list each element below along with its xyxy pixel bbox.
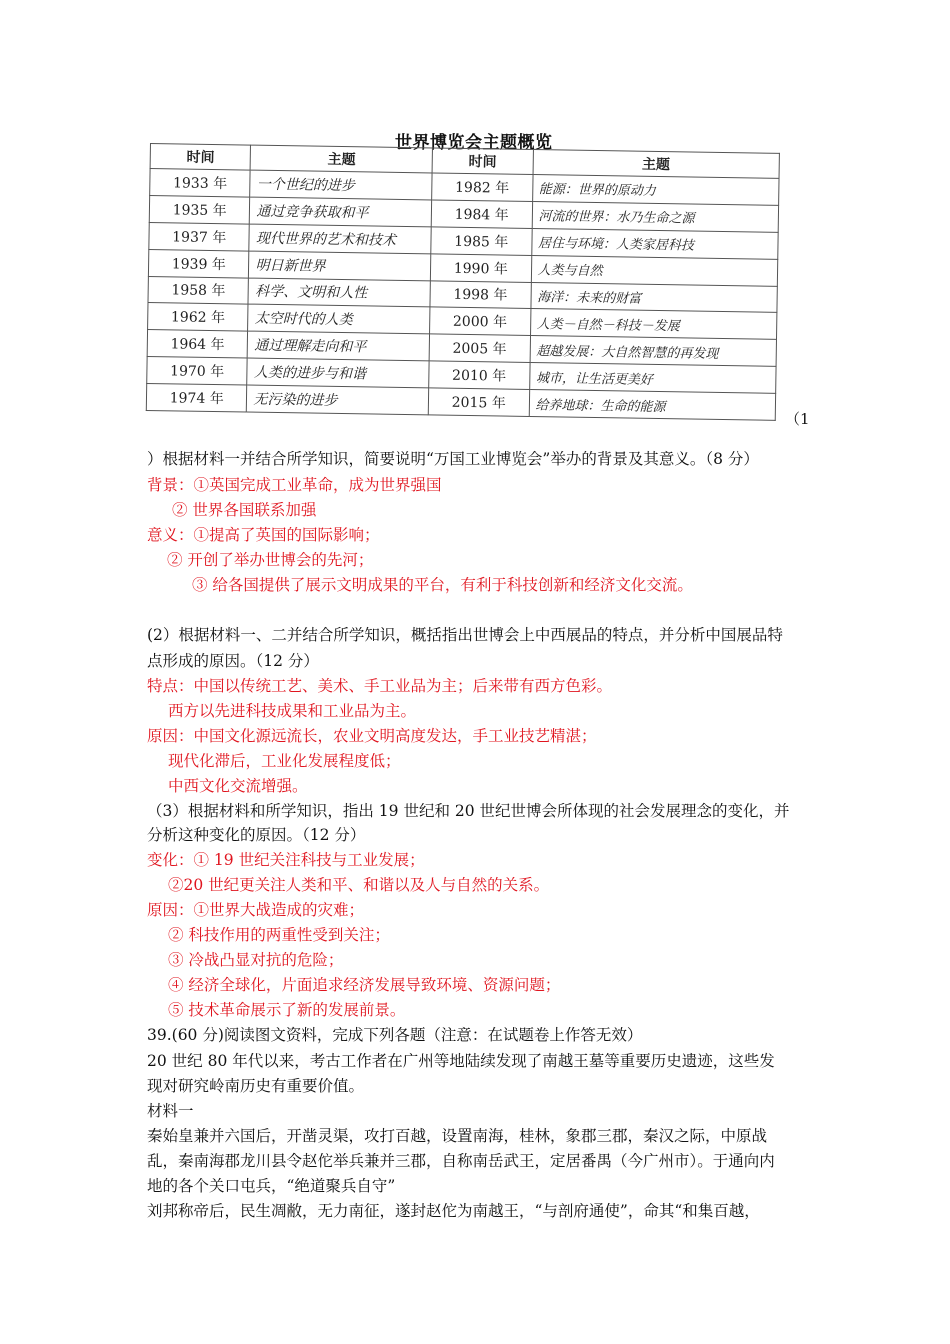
year-cell: 1982 年 — [432, 173, 533, 201]
theme-cell: 通过理解走向和平 — [248, 331, 430, 361]
q1-significance-2: ② 开创了举办世博会的先河； — [167, 551, 374, 569]
year-cell: 1937 年 — [149, 222, 250, 250]
column-header: 主题 — [251, 145, 433, 173]
year-cell: 1958 年 — [148, 276, 249, 304]
q2-reason-2: 现代化滞后，工业化发展程度低； — [168, 752, 401, 770]
theme-cell: 海洋：未来的财富 — [530, 282, 777, 313]
year-cell: 1962 年 — [148, 303, 249, 331]
theme-cell: 超越发展：大自然智慧的再发现 — [530, 336, 777, 367]
year-cell: 2005 年 — [429, 334, 530, 362]
theme-cell: 城市，让生活更美好 — [529, 363, 776, 394]
q3-question-line2: 分析这种变化的原因。（12 分） — [147, 826, 366, 844]
theme-cell: 太空时代的人类 — [248, 304, 430, 334]
year-cell: 1998 年 — [430, 280, 531, 308]
theme-cell: 无污染的进步 — [247, 385, 429, 415]
year-cell: 1990 年 — [430, 254, 531, 282]
year-cell: 2010 年 — [429, 361, 530, 389]
q3-reason-1: 原因：①世界大战造成的灾难； — [147, 901, 365, 919]
q1-background-2: ② 世界各国联系加强 — [172, 501, 317, 519]
q3-reason-5: ⑤ 技术革命展示了新的发展前景。 — [168, 1001, 406, 1019]
theme-cell: 人类的进步与和谐 — [247, 358, 429, 388]
q3-reason-4: ④ 经济全球化，片面追求经济发展导致环境、资源问题； — [168, 976, 561, 994]
q3-change-1: 变化：① 19 世纪关注科技与工业发展； — [147, 851, 425, 869]
q1-question: ）根据材料一并结合所学知识，简要说明“万国工业博览会”举办的背景及其意义。（8 分） — [147, 450, 759, 468]
q3-question-line1: （3）根据材料和所学知识，指出 19 世纪和 20 世纪世博会所体现的社会发展理念的变化，并 — [147, 802, 790, 820]
theme-cell: 人类与自然 — [531, 255, 778, 286]
year-cell: 1939 年 — [148, 249, 249, 277]
year-cell: 1985 年 — [431, 227, 532, 255]
q3-change-2: ②20 世纪更关注人类和平、和谐以及人与自然的关系。 — [168, 876, 550, 894]
q3-reason-3: ③ 冷战凸显对抗的危险； — [168, 951, 344, 969]
table-title: 世界博览会主题概览 — [395, 133, 553, 153]
column-header: 时间 — [150, 144, 251, 171]
q39-intro-line2: 现对研究岭南历史有重要价值。 — [147, 1077, 365, 1095]
q2-feature-2: 西方以先进科技成果和工业品为主。 — [168, 702, 417, 720]
material-paragraph-1-line2: 乱，秦南海郡龙川县令赵佗举兵兼并三郡，自称南岳武王，定居番禺（今广州市）。于通向内 — [147, 1152, 775, 1170]
year-cell: 1974 年 — [146, 383, 247, 412]
material-paragraph-1-line3: 地的各个关口屯兵，“绝道聚兵自守” — [147, 1177, 396, 1195]
theme-cell: 通过竞争获取和平 — [250, 197, 432, 227]
question-number-fragment: （1 — [785, 410, 810, 428]
table-body — [146, 169, 779, 421]
theme-cell: 人类－自然－科技－发展 — [530, 309, 777, 340]
year-cell: 1935 年 — [149, 195, 250, 223]
q39-intro-line1: 20 世纪 80 年代以来，考古工作者在广州等地陆续发现了南越王墓等重要历史遗迹，这些发 — [147, 1052, 775, 1070]
column-header: 主题 — [533, 150, 780, 179]
theme-cell: 给养地球：生命的能源 — [529, 389, 776, 420]
theme-cell: 科学、文明和人性 — [248, 278, 430, 308]
year-cell: 1984 年 — [431, 200, 532, 228]
theme-cell: 一个世纪的进步 — [250, 170, 432, 200]
year-cell: 2000 年 — [430, 307, 531, 335]
theme-cell: 现代世界的艺术和技术 — [249, 224, 431, 254]
material-label: 材料一 — [147, 1102, 194, 1120]
q1-significance-3: ③ 给各国提供了展示文明成果的平台，有利于科技创新和经济文化交流。 — [192, 576, 693, 594]
expo-theme-table — [146, 143, 780, 421]
q1-significance-1: 意义：①提高了英国的国际影响； — [147, 526, 380, 544]
q1-background-1: 背景：①英国完成工业革命，成为世界强国 — [147, 476, 442, 494]
theme-cell: 能源：世界的原动力 — [532, 175, 779, 206]
theme-cell: 居住与环境：人类家居科技 — [531, 228, 778, 259]
theme-cell: 河流的世界：水乃生命之源 — [532, 201, 779, 232]
q2-reason-1: 原因：中国文化源远流长，农业文明高度发达，手工业技艺精湛； — [147, 727, 597, 745]
q3-reason-2: ② 科技作用的两重性受到关注； — [168, 926, 390, 944]
q39-heading: 39.(60 分)阅读图文资料，完成下列各题（注意：在试题卷上作答无效） — [147, 1026, 643, 1044]
q2-question-line1: (2）根据材料一、二并结合所学知识，概括指出世博会上中西展品的特点，并分析中国展品特 — [147, 626, 783, 644]
q2-reason-3: 中西文化交流增强。 — [168, 777, 308, 795]
q2-feature-1: 特点：中国以传统工艺、美术、手工业品为主；后来带有西方色彩。 — [147, 677, 613, 695]
theme-cell: 明日新世界 — [249, 251, 431, 281]
material-paragraph-1-line1: 秦始皇兼并六国后，开凿灵渠，攻打百越，设置南海，桂林，象郡三郡，秦汉之际，中原战 — [147, 1127, 768, 1145]
material-paragraph-2-line1: 刘邦称帝后，民生凋敝，无力南征，遂封赵佗为南越王，“与剖府通使”，命其“和集百越， — [147, 1202, 760, 1220]
scanned-table-image — [146, 143, 780, 425]
q2-question-line2: 点形成的原因。（12 分） — [147, 652, 319, 670]
year-cell: 1964 年 — [147, 330, 248, 358]
year-cell: 1933 年 — [150, 169, 251, 197]
year-cell: 1970 年 — [147, 357, 248, 385]
year-cell: 2015 年 — [428, 388, 529, 417]
column-header: 时间 — [432, 148, 533, 175]
